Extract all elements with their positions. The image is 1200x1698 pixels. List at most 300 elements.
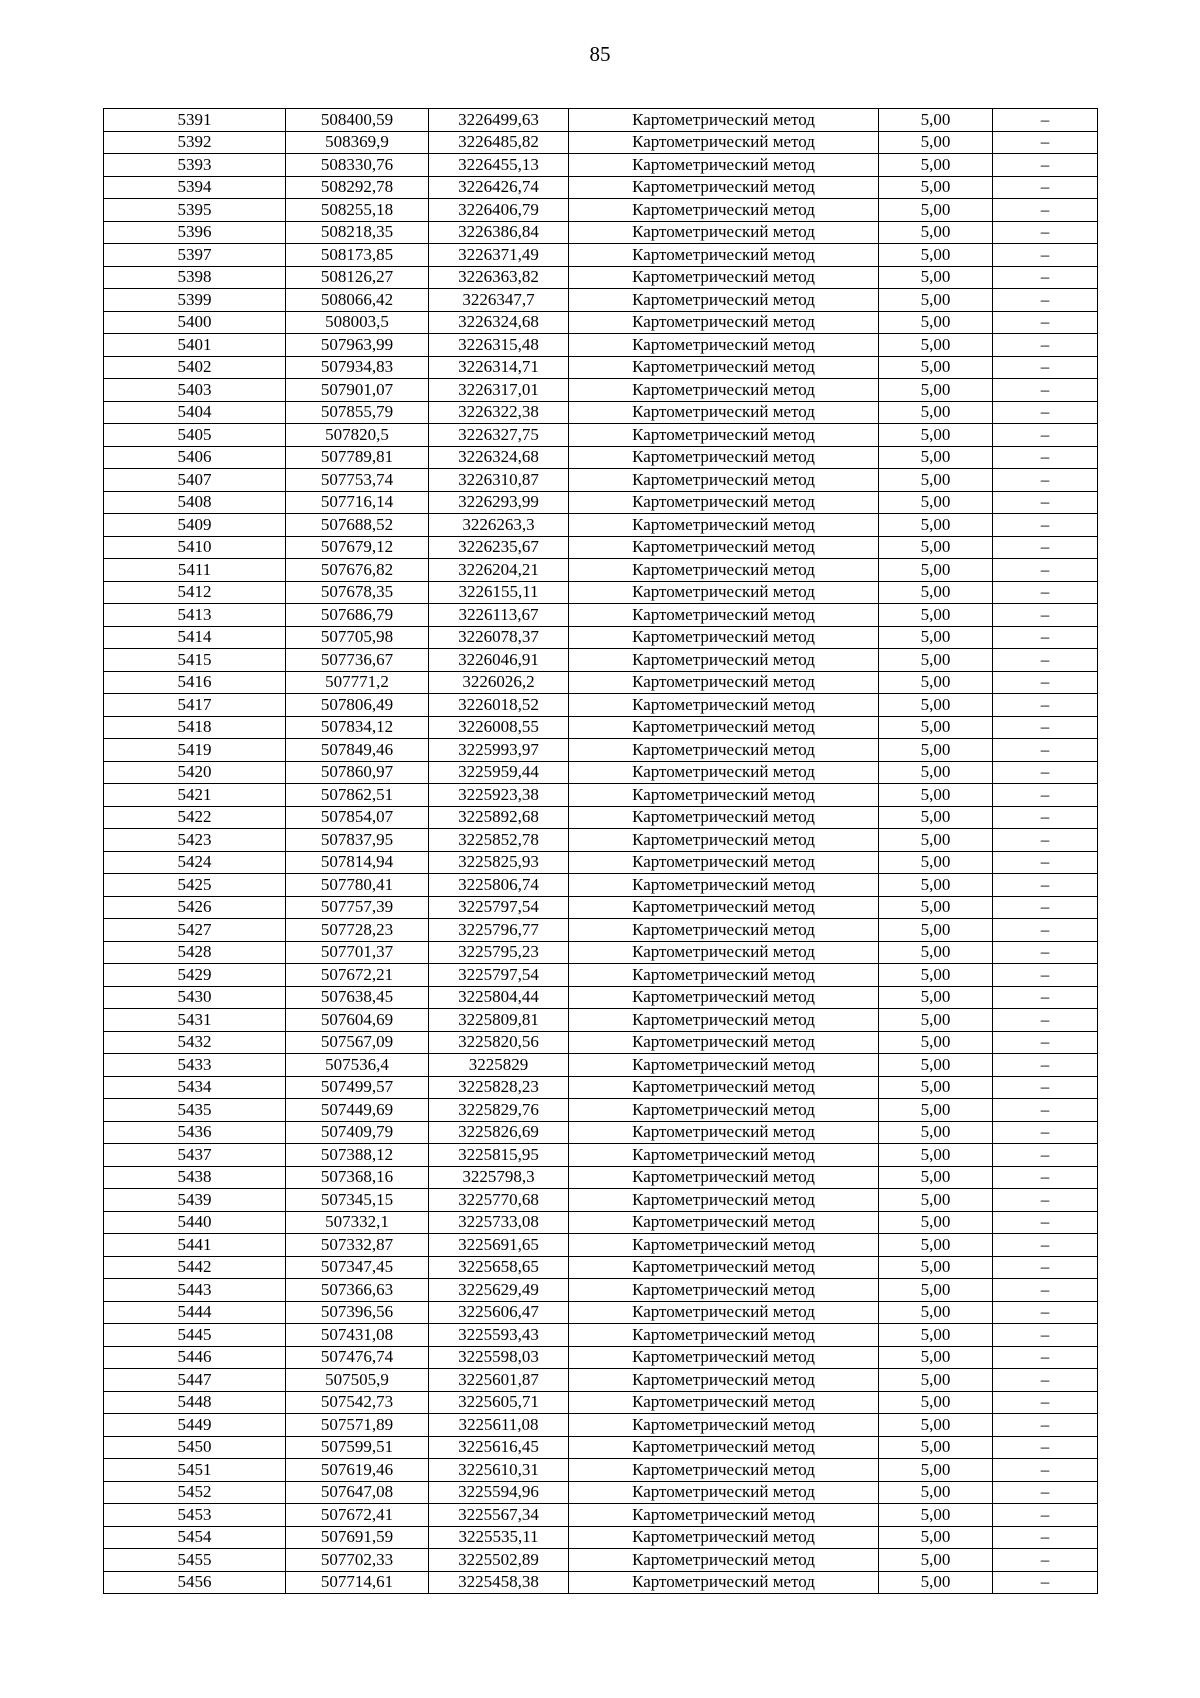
note-cell: – <box>993 1436 1098 1459</box>
x-coordinate-cell: 507396,56 <box>286 1301 429 1324</box>
y-coordinate-cell: 3226204,21 <box>429 559 569 582</box>
table-row <box>104 604 1098 627</box>
accuracy-cell: 5,00 <box>879 1121 993 1144</box>
accuracy-cell: 5,00 <box>879 446 993 469</box>
accuracy-cell: 5,00 <box>879 1256 993 1279</box>
note-cell: – <box>993 199 1098 222</box>
x-coordinate-cell: 508400,59 <box>286 109 429 132</box>
note-cell: – <box>993 469 1098 492</box>
point-number-cell: 5433 <box>104 1054 286 1077</box>
table-row <box>104 919 1098 942</box>
x-coordinate-cell: 508126,27 <box>286 266 429 289</box>
accuracy-cell: 5,00 <box>879 1234 993 1257</box>
note-cell: – <box>993 761 1098 784</box>
table-row <box>104 469 1098 492</box>
table-row <box>104 1549 1098 1572</box>
point-number-cell: 5398 <box>104 266 286 289</box>
table-row <box>104 874 1098 897</box>
x-coordinate-cell: 507347,45 <box>286 1256 429 1279</box>
note-cell: – <box>993 221 1098 244</box>
x-coordinate-cell: 507409,79 <box>286 1121 429 1144</box>
table-row <box>104 446 1098 469</box>
x-coordinate-cell: 507702,33 <box>286 1549 429 1572</box>
note-cell: – <box>993 131 1098 154</box>
note-cell: – <box>993 784 1098 807</box>
y-coordinate-cell: 3226317,01 <box>429 379 569 402</box>
x-coordinate-cell: 507345,15 <box>286 1189 429 1212</box>
accuracy-cell: 5,00 <box>879 851 993 874</box>
accuracy-cell: 5,00 <box>879 289 993 312</box>
point-number-cell: 5399 <box>104 289 286 312</box>
y-coordinate-cell: 3226315,48 <box>429 334 569 357</box>
table-row <box>104 626 1098 649</box>
table-row <box>104 941 1098 964</box>
y-coordinate-cell: 3225852,78 <box>429 829 569 852</box>
accuracy-cell: 5,00 <box>879 401 993 424</box>
method-cell: Картометрический метод <box>569 1054 879 1077</box>
x-coordinate-cell: 507571,89 <box>286 1414 429 1437</box>
note-cell: – <box>993 671 1098 694</box>
note-cell: – <box>993 1459 1098 1482</box>
table-row <box>104 581 1098 604</box>
y-coordinate-cell: 3226026,2 <box>429 671 569 694</box>
point-number-cell: 5435 <box>104 1099 286 1122</box>
method-cell: Картометрический метод <box>569 896 879 919</box>
note-cell: – <box>993 379 1098 402</box>
accuracy-cell: 5,00 <box>879 964 993 987</box>
y-coordinate-cell: 3226406,79 <box>429 199 569 222</box>
y-coordinate-cell: 3225535,11 <box>429 1526 569 1549</box>
method-cell: Картометрический метод <box>569 1459 879 1482</box>
y-coordinate-cell: 3225733,08 <box>429 1211 569 1234</box>
note-cell: – <box>993 1369 1098 1392</box>
accuracy-cell: 5,00 <box>879 829 993 852</box>
table-row <box>104 1211 1098 1234</box>
y-coordinate-cell: 3225616,45 <box>429 1436 569 1459</box>
point-number-cell: 5419 <box>104 739 286 762</box>
accuracy-cell: 5,00 <box>879 581 993 604</box>
method-cell: Картометрический метод <box>569 469 879 492</box>
point-number-cell: 5437 <box>104 1144 286 1167</box>
note-cell: – <box>993 446 1098 469</box>
table-row <box>104 266 1098 289</box>
note-cell: – <box>993 1504 1098 1527</box>
point-number-cell: 5404 <box>104 401 286 424</box>
x-coordinate-cell: 507567,09 <box>286 1031 429 1054</box>
y-coordinate-cell: 3225806,74 <box>429 874 569 897</box>
point-number-cell: 5456 <box>104 1571 286 1594</box>
x-coordinate-cell: 507449,69 <box>286 1099 429 1122</box>
table-row <box>104 1526 1098 1549</box>
accuracy-cell: 5,00 <box>879 221 993 244</box>
method-cell: Картометрический метод <box>569 491 879 514</box>
x-coordinate-cell: 507854,07 <box>286 806 429 829</box>
point-number-cell: 5410 <box>104 536 286 559</box>
method-cell: Картометрический метод <box>569 1009 879 1032</box>
point-number-cell: 5454 <box>104 1526 286 1549</box>
method-cell: Картометрический метод <box>569 311 879 334</box>
x-coordinate-cell: 507672,21 <box>286 964 429 987</box>
note-cell: – <box>993 1076 1098 1099</box>
point-number-cell: 5392 <box>104 131 286 154</box>
note-cell: – <box>993 266 1098 289</box>
accuracy-cell: 5,00 <box>879 671 993 694</box>
x-coordinate-cell: 507678,35 <box>286 581 429 604</box>
y-coordinate-cell: 3226386,84 <box>429 221 569 244</box>
accuracy-cell: 5,00 <box>879 491 993 514</box>
note-cell: – <box>993 829 1098 852</box>
x-coordinate-cell: 508173,85 <box>286 244 429 267</box>
method-cell: Картометрический метод <box>569 559 879 582</box>
point-number-cell: 5444 <box>104 1301 286 1324</box>
table-row <box>104 896 1098 919</box>
x-coordinate-cell: 507332,1 <box>286 1211 429 1234</box>
y-coordinate-cell: 3225804,44 <box>429 986 569 1009</box>
method-cell: Картометрический метод <box>569 424 879 447</box>
table-row <box>104 424 1098 447</box>
note-cell: – <box>993 1346 1098 1369</box>
method-cell: Картометрический метод <box>569 1279 879 1302</box>
table-row <box>104 851 1098 874</box>
y-coordinate-cell: 3226078,37 <box>429 626 569 649</box>
table-row <box>104 829 1098 852</box>
table-row <box>104 1189 1098 1212</box>
y-coordinate-cell: 3226324,68 <box>429 446 569 469</box>
x-coordinate-cell: 507619,46 <box>286 1459 429 1482</box>
point-number-cell: 5431 <box>104 1009 286 1032</box>
method-cell: Картометрический метод <box>569 1166 879 1189</box>
table-row <box>104 784 1098 807</box>
note-cell: – <box>993 109 1098 132</box>
x-coordinate-cell: 507753,74 <box>286 469 429 492</box>
note-cell: – <box>993 1189 1098 1212</box>
note-cell: – <box>993 716 1098 739</box>
point-number-cell: 5449 <box>104 1414 286 1437</box>
table-row <box>104 806 1098 829</box>
point-number-cell: 5453 <box>104 1504 286 1527</box>
accuracy-cell: 5,00 <box>879 199 993 222</box>
accuracy-cell: 5,00 <box>879 761 993 784</box>
method-cell: Картометрический метод <box>569 266 879 289</box>
method-cell: Картометрический метод <box>569 109 879 132</box>
method-cell: Картометрический метод <box>569 1571 879 1594</box>
point-number-cell: 5445 <box>104 1324 286 1347</box>
table-row <box>104 1324 1098 1347</box>
x-coordinate-cell: 508003,5 <box>286 311 429 334</box>
point-number-cell: 5429 <box>104 964 286 987</box>
x-coordinate-cell: 507834,12 <box>286 716 429 739</box>
table-row <box>104 1076 1098 1099</box>
x-coordinate-cell: 508218,35 <box>286 221 429 244</box>
method-cell: Картометрический метод <box>569 176 879 199</box>
table-row <box>104 356 1098 379</box>
point-number-cell: 5391 <box>104 109 286 132</box>
method-cell: Картометрический метод <box>569 289 879 312</box>
method-cell: Картометрический метод <box>569 716 879 739</box>
y-coordinate-cell: 3226485,82 <box>429 131 569 154</box>
accuracy-cell: 5,00 <box>879 896 993 919</box>
accuracy-cell: 5,00 <box>879 1369 993 1392</box>
method-cell: Картометрический метод <box>569 694 879 717</box>
point-number-cell: 5412 <box>104 581 286 604</box>
note-cell: – <box>993 154 1098 177</box>
x-coordinate-cell: 507714,61 <box>286 1571 429 1594</box>
table-row <box>104 1414 1098 1437</box>
table-row <box>104 1504 1098 1527</box>
y-coordinate-cell: 3226008,55 <box>429 716 569 739</box>
accuracy-cell: 5,00 <box>879 176 993 199</box>
accuracy-cell: 5,00 <box>879 1459 993 1482</box>
point-number-cell: 5446 <box>104 1346 286 1369</box>
note-cell: – <box>993 1414 1098 1437</box>
y-coordinate-cell: 3225798,3 <box>429 1166 569 1189</box>
method-cell: Картометрический метод <box>569 1504 879 1527</box>
x-coordinate-cell: 507536,4 <box>286 1054 429 1077</box>
table-row <box>104 109 1098 132</box>
point-number-cell: 5450 <box>104 1436 286 1459</box>
accuracy-cell: 5,00 <box>879 1009 993 1032</box>
y-coordinate-cell: 3225829 <box>429 1054 569 1077</box>
y-coordinate-cell: 3226235,67 <box>429 536 569 559</box>
note-cell: – <box>993 244 1098 267</box>
method-cell: Картометрический метод <box>569 1211 879 1234</box>
note-cell: – <box>993 941 1098 964</box>
note-cell: – <box>993 1256 1098 1279</box>
method-cell: Картометрический метод <box>569 874 879 897</box>
accuracy-cell: 5,00 <box>879 1324 993 1347</box>
note-cell: – <box>993 401 1098 424</box>
y-coordinate-cell: 3225598,03 <box>429 1346 569 1369</box>
note-cell: – <box>993 851 1098 874</box>
point-number-cell: 5420 <box>104 761 286 784</box>
note-cell: – <box>993 626 1098 649</box>
table-row <box>104 1099 1098 1122</box>
accuracy-cell: 5,00 <box>879 1549 993 1572</box>
note-cell: – <box>993 1526 1098 1549</box>
point-number-cell: 5394 <box>104 176 286 199</box>
y-coordinate-cell: 3225825,93 <box>429 851 569 874</box>
accuracy-cell: 5,00 <box>879 1504 993 1527</box>
note-cell: – <box>993 1549 1098 1572</box>
point-number-cell: 5393 <box>104 154 286 177</box>
table-row <box>104 1234 1098 1257</box>
table-row <box>104 1166 1098 1189</box>
y-coordinate-cell: 3225606,47 <box>429 1301 569 1324</box>
method-cell: Картометрический метод <box>569 1324 879 1347</box>
table-row <box>104 1121 1098 1144</box>
x-coordinate-cell: 507499,57 <box>286 1076 429 1099</box>
y-coordinate-cell: 3226324,68 <box>429 311 569 334</box>
point-number-cell: 5407 <box>104 469 286 492</box>
method-cell: Картометрический метод <box>569 1414 879 1437</box>
note-cell: – <box>993 1031 1098 1054</box>
y-coordinate-cell: 3225959,44 <box>429 761 569 784</box>
point-number-cell: 5436 <box>104 1121 286 1144</box>
accuracy-cell: 5,00 <box>879 1144 993 1167</box>
point-number-cell: 5439 <box>104 1189 286 1212</box>
method-cell: Картометрический метод <box>569 1144 879 1167</box>
y-coordinate-cell: 3225594,96 <box>429 1481 569 1504</box>
y-coordinate-cell: 3225605,71 <box>429 1391 569 1414</box>
accuracy-cell: 5,00 <box>879 1166 993 1189</box>
y-coordinate-cell: 3226155,11 <box>429 581 569 604</box>
point-number-cell: 5400 <box>104 311 286 334</box>
x-coordinate-cell: 508330,76 <box>286 154 429 177</box>
table-row <box>104 514 1098 537</box>
x-coordinate-cell: 507705,98 <box>286 626 429 649</box>
y-coordinate-cell: 3225593,43 <box>429 1324 569 1347</box>
note-cell: – <box>993 1166 1098 1189</box>
table-row <box>104 154 1098 177</box>
method-cell: Картометрический метод <box>569 1346 879 1369</box>
point-number-cell: 5440 <box>104 1211 286 1234</box>
x-coordinate-cell: 507814,94 <box>286 851 429 874</box>
method-cell: Картометрический метод <box>569 1099 879 1122</box>
point-number-cell: 5415 <box>104 649 286 672</box>
note-cell: – <box>993 604 1098 627</box>
accuracy-cell: 5,00 <box>879 424 993 447</box>
y-coordinate-cell: 3225611,08 <box>429 1414 569 1437</box>
method-cell: Картометрический метод <box>569 671 879 694</box>
note-cell: – <box>993 1234 1098 1257</box>
y-coordinate-cell: 3225795,23 <box>429 941 569 964</box>
point-number-cell: 5409 <box>104 514 286 537</box>
table-row <box>104 649 1098 672</box>
accuracy-cell: 5,00 <box>879 536 993 559</box>
accuracy-cell: 5,00 <box>879 514 993 537</box>
point-number-cell: 5434 <box>104 1076 286 1099</box>
method-cell: Картометрический метод <box>569 356 879 379</box>
x-coordinate-cell: 507728,23 <box>286 919 429 942</box>
note-cell: – <box>993 1121 1098 1144</box>
accuracy-cell: 5,00 <box>879 986 993 1009</box>
note-cell: – <box>993 424 1098 447</box>
y-coordinate-cell: 3225629,49 <box>429 1279 569 1302</box>
x-coordinate-cell: 507332,87 <box>286 1234 429 1257</box>
x-coordinate-cell: 507757,39 <box>286 896 429 919</box>
x-coordinate-cell: 507368,16 <box>286 1166 429 1189</box>
method-cell: Картометрический метод <box>569 784 879 807</box>
method-cell: Картометрический метод <box>569 401 879 424</box>
note-cell: – <box>993 289 1098 312</box>
y-coordinate-cell: 3225567,34 <box>429 1504 569 1527</box>
note-cell: – <box>993 334 1098 357</box>
note-cell: – <box>993 1054 1098 1077</box>
accuracy-cell: 5,00 <box>879 1189 993 1212</box>
point-number-cell: 5411 <box>104 559 286 582</box>
method-cell: Картометрический метод <box>569 1031 879 1054</box>
accuracy-cell: 5,00 <box>879 874 993 897</box>
table-row <box>104 694 1098 717</box>
accuracy-cell: 5,00 <box>879 266 993 289</box>
method-cell: Картометрический метод <box>569 986 879 1009</box>
note-cell: – <box>993 559 1098 582</box>
accuracy-cell: 5,00 <box>879 1301 993 1324</box>
accuracy-cell: 5,00 <box>879 356 993 379</box>
point-number-cell: 5408 <box>104 491 286 514</box>
method-cell: Картометрический метод <box>569 334 879 357</box>
accuracy-cell: 5,00 <box>879 334 993 357</box>
x-coordinate-cell: 507638,45 <box>286 986 429 1009</box>
accuracy-cell: 5,00 <box>879 1211 993 1234</box>
method-cell: Картометрический метод <box>569 514 879 537</box>
y-coordinate-cell: 3226363,82 <box>429 266 569 289</box>
x-coordinate-cell: 507388,12 <box>286 1144 429 1167</box>
y-coordinate-cell: 3226322,38 <box>429 401 569 424</box>
method-cell: Картометрический метод <box>569 806 879 829</box>
method-cell: Картометрический метод <box>569 964 879 987</box>
y-coordinate-cell: 3225797,54 <box>429 964 569 987</box>
note-cell: – <box>993 536 1098 559</box>
table-row <box>104 401 1098 424</box>
table-row <box>104 131 1098 154</box>
x-coordinate-cell: 507676,82 <box>286 559 429 582</box>
y-coordinate-cell: 3226426,74 <box>429 176 569 199</box>
point-number-cell: 5402 <box>104 356 286 379</box>
y-coordinate-cell: 3226293,99 <box>429 491 569 514</box>
table-row <box>104 1144 1098 1167</box>
x-coordinate-cell: 508292,78 <box>286 176 429 199</box>
note-cell: – <box>993 356 1098 379</box>
point-number-cell: 5405 <box>104 424 286 447</box>
point-number-cell: 5395 <box>104 199 286 222</box>
y-coordinate-cell: 3225601,87 <box>429 1369 569 1392</box>
note-cell: – <box>993 1099 1098 1122</box>
method-cell: Картометрический метод <box>569 1256 879 1279</box>
x-coordinate-cell: 507860,97 <box>286 761 429 784</box>
note-cell: – <box>993 581 1098 604</box>
method-cell: Картометрический метод <box>569 829 879 852</box>
point-number-cell: 5448 <box>104 1391 286 1414</box>
method-cell: Картометрический метод <box>569 1301 879 1324</box>
note-cell: – <box>993 739 1098 762</box>
table-row <box>104 1459 1098 1482</box>
accuracy-cell: 5,00 <box>879 1054 993 1077</box>
y-coordinate-cell: 3225923,38 <box>429 784 569 807</box>
method-cell: Картометрический метод <box>569 761 879 784</box>
point-number-cell: 5413 <box>104 604 286 627</box>
y-coordinate-cell: 3226113,67 <box>429 604 569 627</box>
y-coordinate-cell: 3225815,95 <box>429 1144 569 1167</box>
method-cell: Картометрический метод <box>569 581 879 604</box>
accuracy-cell: 5,00 <box>879 131 993 154</box>
method-cell: Картометрический метод <box>569 379 879 402</box>
accuracy-cell: 5,00 <box>879 1076 993 1099</box>
coordinates-table-body <box>104 109 1098 1594</box>
table-row <box>104 221 1098 244</box>
point-number-cell: 5403 <box>104 379 286 402</box>
point-number-cell: 5401 <box>104 334 286 357</box>
y-coordinate-cell: 3225691,65 <box>429 1234 569 1257</box>
note-cell: – <box>993 1324 1098 1347</box>
y-coordinate-cell: 3226327,75 <box>429 424 569 447</box>
y-coordinate-cell: 3226046,91 <box>429 649 569 672</box>
x-coordinate-cell: 507679,12 <box>286 536 429 559</box>
point-number-cell: 5432 <box>104 1031 286 1054</box>
accuracy-cell: 5,00 <box>879 559 993 582</box>
x-coordinate-cell: 507691,59 <box>286 1526 429 1549</box>
point-number-cell: 5426 <box>104 896 286 919</box>
x-coordinate-cell: 507789,81 <box>286 446 429 469</box>
accuracy-cell: 5,00 <box>879 109 993 132</box>
accuracy-cell: 5,00 <box>879 1279 993 1302</box>
table-row <box>104 176 1098 199</box>
y-coordinate-cell: 3225829,76 <box>429 1099 569 1122</box>
y-coordinate-cell: 3225820,56 <box>429 1031 569 1054</box>
accuracy-cell: 5,00 <box>879 244 993 267</box>
accuracy-cell: 5,00 <box>879 784 993 807</box>
point-number-cell: 5447 <box>104 1369 286 1392</box>
